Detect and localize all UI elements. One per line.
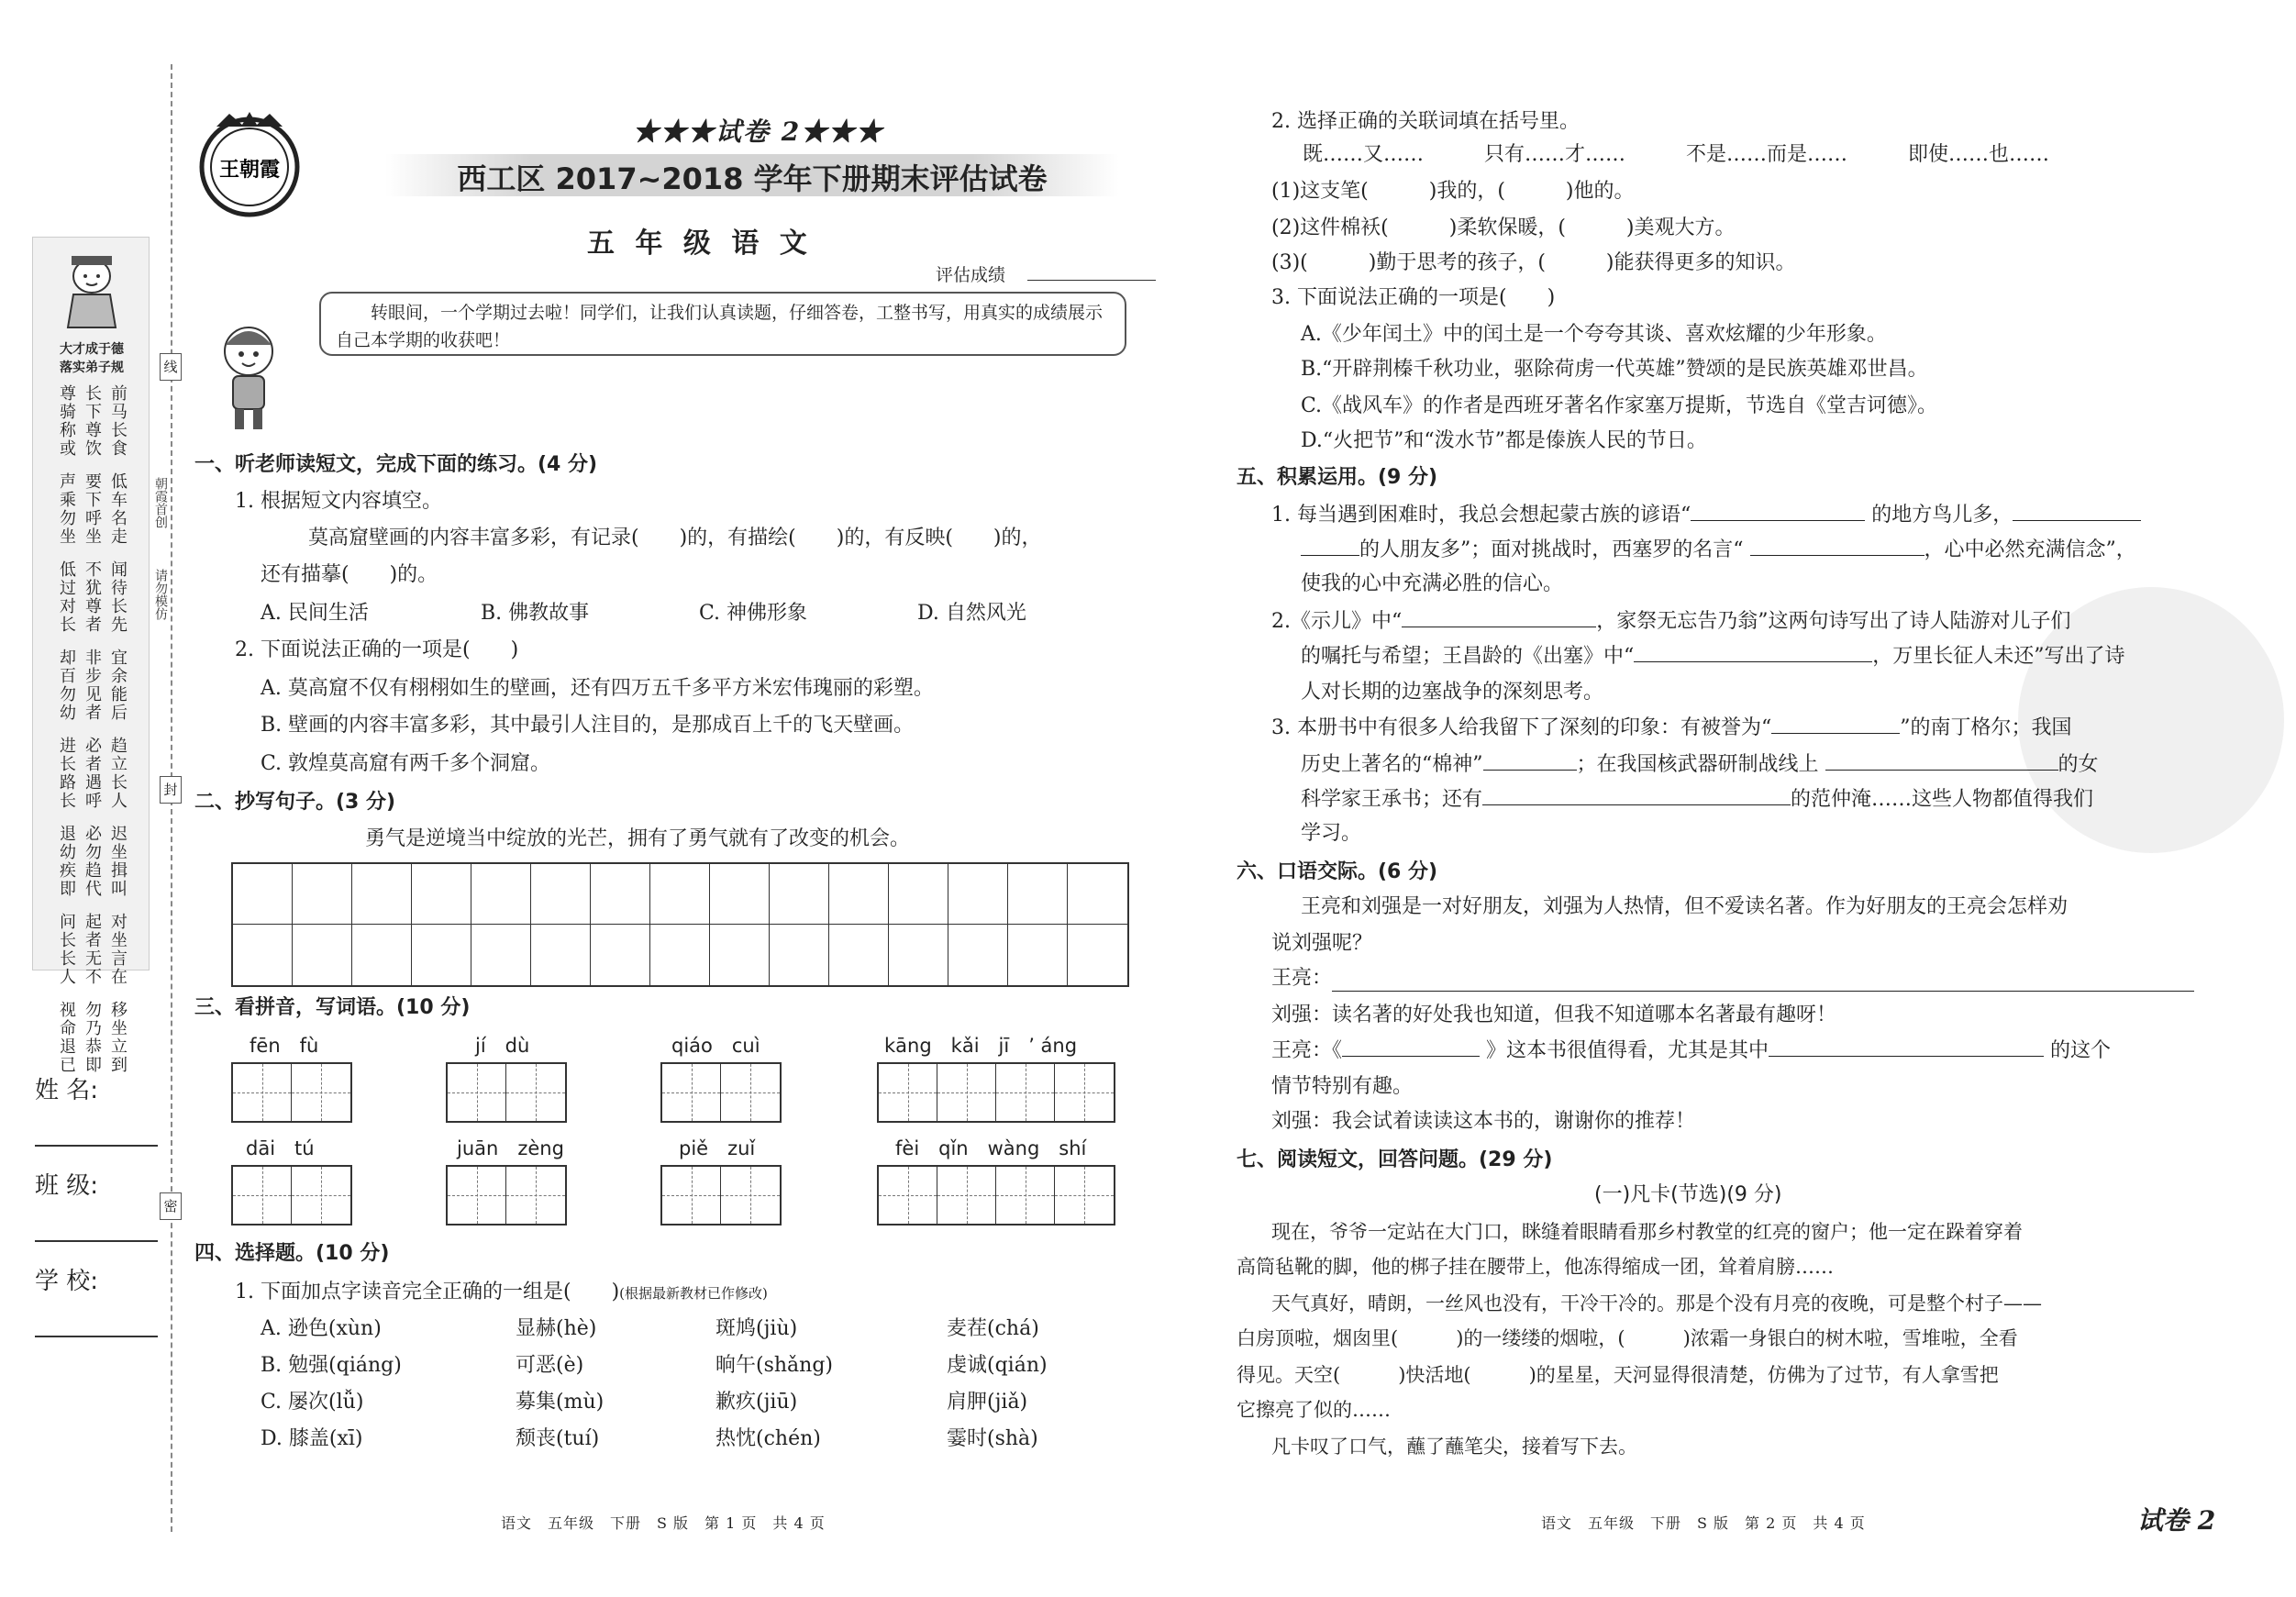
- s6-prompt-2: 说刘强呢？: [1271, 932, 1373, 955]
- s5-q2-d: ，万里长征人未还”写出了诗: [1872, 645, 2125, 668]
- blank[interactable]: [1825, 750, 2058, 771]
- intro-speech-bubble: 转眼间，一个学期过去啦！同学们，让我们认真读题，仔细答卷，工整书写，用真实的成绩展示自己本学期的收获吧！: [319, 292, 1126, 356]
- s5-q3-line-1: [1271, 714, 2071, 742]
- blank[interactable]: [1301, 536, 1359, 556]
- passage-p2-line-3: 得见。天空( )快活地( )的星星，天河显得很清楚，仿佛为了过节，有人拿雪把: [1237, 1364, 1999, 1386]
- section-6-heading: 六、口语交际。(6 分): [1237, 860, 1438, 883]
- s5-q2-line-1: [1271, 607, 2071, 636]
- answer-box-qiaocui[interactable]: [660, 1062, 782, 1123]
- blank[interactable]: [1771, 714, 1900, 734]
- answer-box-fenfu[interactable]: [231, 1062, 352, 1123]
- s1-q1-text: 莫高窟壁画的内容丰富多彩，有记录( )的，有描绘( )的，有反映( )的，: [308, 527, 1042, 549]
- blank[interactable]: [1342, 1037, 1480, 1057]
- answer-box-daitu[interactable]: [231, 1165, 352, 1225]
- section-7-heading: 七、阅读短文，回答问题。(29 分): [1237, 1148, 1553, 1171]
- score-label: 评估成绩: [936, 265, 1006, 285]
- s5-q2-line-2: [1301, 642, 2125, 671]
- wangzhaoxia-logo: [194, 110, 305, 220]
- section-5-heading: 五、积累运用。(9 分): [1237, 466, 1438, 489]
- s1-q2-opt-a: A. 莫高窟不仅有栩栩如生的壁画，还有四万五千多平方米宏伟瑰丽的彩塑。: [261, 677, 934, 700]
- s4-q1: [235, 1279, 768, 1307]
- passage-p2-line-1: 天气真好，晴朗，一丝风也没有，干冷干冷的。那是个没有月亮的夜晚，可是整个村子——: [1271, 1292, 2042, 1314]
- student-cartoon: [216, 319, 281, 434]
- s1-q2-opt-c: C. 敦煌莫高窟有两千多个洞窟。: [261, 752, 551, 775]
- s5-q3-b: ”的南丁格尔；我国: [1900, 716, 2072, 739]
- s4-q1-b-3: 晌午(shǎng): [715, 1354, 833, 1377]
- s4-q1-a-2: 显赫(hè): [516, 1317, 597, 1340]
- s1-q1: 1. 根据短文内容填空。: [235, 490, 442, 513]
- s1-q1-text-2: 还有描摹( )的。: [261, 563, 438, 586]
- s6-wl2-b: 》这本书很值得看，尤其是其中: [1486, 1039, 1769, 1062]
- s5-q1-d: ，心中必然充满信念”，: [1924, 538, 2136, 561]
- s4-q1-c-2: 募集(mù): [516, 1391, 605, 1414]
- score-field[interactable]: [1027, 280, 1156, 281]
- s5-q3-g: 的范仲淹……这些人物都值得我们: [1791, 788, 2094, 811]
- seal-tag: 封: [160, 776, 182, 804]
- section-3-heading: 三、看拼音，写词语。(10 分): [194, 996, 471, 1019]
- s4-q1-c-3: 歉疚(jiū): [715, 1391, 798, 1414]
- s6-wangliang-1: 王亮：: [1271, 967, 1333, 990]
- poem-column: 长下尊饮: [83, 384, 102, 458]
- s5-q2-c: 的嘱托与希望；王昌龄的《出塞》中“: [1301, 645, 1635, 668]
- s4-q3-b: B.“开辟荆榛千秋功业，驱除荷虏一代英雄”赞颂的是民族英雄邓世昌。: [1301, 358, 1928, 381]
- blank[interactable]: [1634, 642, 1872, 662]
- poem-row-4: [42, 649, 141, 722]
- poem-column: 低过对长: [57, 560, 76, 634]
- motto: [39, 340, 145, 377]
- poem-column: 要下呼坐: [83, 472, 102, 546]
- motto-line-1: 大才成于德: [60, 342, 124, 357]
- poem-column: 必勿趋代: [83, 825, 102, 898]
- passage-p1-line-2: 高筒毡靴的脚，他的梆子挂在腰带上，他冻得缩成一团，耸着肩膀……: [1237, 1256, 1834, 1278]
- school-field[interactable]: [35, 1336, 158, 1337]
- s1-q1-opt-a: A. 民间生活: [261, 602, 369, 625]
- s5-q3-f: 科学家王承书；还有: [1301, 788, 1483, 811]
- answer-box-feiqinwangshi[interactable]: [877, 1165, 1115, 1225]
- s4-q1-b-4: 虔诚(qián): [947, 1354, 1048, 1377]
- s6-prompt-1: 王亮和刘强是一对好朋友，刘强为人热情，但不爱读名著。作为好朋友的王亮会怎样劝: [1301, 895, 2069, 918]
- s4-q3-c: C.《战风车》的作者是西班牙著名作家塞万提斯，节选自《堂吉诃德》。: [1301, 394, 1938, 417]
- s5-q3-line-2: [1301, 750, 2099, 779]
- pinyin-feiqinwangshi: fèi qǐn wàng shí: [895, 1137, 1087, 1159]
- s4-q1-a-4: 麦茬(chá): [947, 1317, 1039, 1340]
- pinyin-daitu: dāi tú: [246, 1137, 315, 1159]
- poem-column: 闻待长先: [108, 560, 128, 634]
- s5-q3-c: 历史上著名的“棉神”: [1301, 753, 1483, 776]
- name-label: 姓 名:: [35, 1077, 99, 1104]
- s6-wl2-c: 的这个: [2050, 1039, 2112, 1062]
- pinyin-fenfu: fēn fù: [250, 1035, 319, 1057]
- s4-q2-1: (1)这支笔( )我的，( )他的。: [1271, 180, 1635, 203]
- answer-box-juanzeng[interactable]: [446, 1165, 567, 1225]
- s6-wl2-a: 王亮：《: [1271, 1039, 1343, 1062]
- poem-row-8: [42, 1001, 141, 1074]
- section-2-heading: 二、抄写句子。(3 分): [194, 791, 396, 814]
- s1-q2: 2. 下面说法正确的一项是( ): [235, 638, 519, 661]
- poem-column: 起者无不: [83, 913, 102, 986]
- school-label: 学 校:: [35, 1268, 99, 1295]
- s4-q1-b-2: 可恶(è): [516, 1354, 584, 1377]
- s4-q1-c-4: 肩胛(jiǎ): [947, 1391, 1028, 1414]
- page-tag: 试卷 2: [2137, 1505, 2216, 1536]
- exam-number-tag: ★★★试卷 2★★★: [633, 116, 884, 147]
- poem-column: 宜余能后: [108, 649, 128, 722]
- blank[interactable]: [2013, 501, 2141, 521]
- passage-p1-line-1: 现在，爷爷一定站在大门口，眯缝着眼睛看那乡村教堂的红亮的窗户；他一定在跺着穿着: [1271, 1221, 2023, 1243]
- answer-box-jidu[interactable]: [446, 1062, 567, 1123]
- s5-q3-e: 的女: [2058, 753, 2099, 776]
- s5-q3-line-3: [1301, 785, 2093, 814]
- s4-q1-d-4: 霎时(shà): [947, 1427, 1038, 1450]
- blank[interactable]: [1691, 501, 1865, 521]
- blank[interactable]: [1750, 536, 1924, 556]
- poem-row-3: [42, 560, 141, 634]
- blank[interactable]: [1402, 607, 1596, 627]
- passage-p2-line-2: 白房顶啦，烟囱里( )的一缕缕的烟啦，( )浓霜一身银白的树木啦，雪堆啦，全看: [1237, 1327, 2018, 1349]
- poem-column: 低车名走: [108, 472, 128, 546]
- s1-q1-opt-d: D. 自然风光: [917, 602, 1026, 625]
- s4-q1-c-1: C. 屡次(lǚ): [261, 1391, 364, 1414]
- scholar-boy-illustration: [59, 249, 125, 331]
- poem-column: 前马长食: [108, 384, 128, 458]
- poem-column: 必者遇呼: [83, 737, 102, 810]
- s4-q2-2: (2)这件棉袄( )柔软保暖，( )美观大方。: [1271, 216, 1736, 239]
- passage-title: (一)凡卡(节选)(9 分): [1594, 1183, 1782, 1206]
- s5-q1-a: 1. 每当遇到困难时，我总会想起蒙古族的谚语“: [1271, 504, 1691, 527]
- s5-q3-h: 学习。: [1301, 822, 1362, 845]
- name-field[interactable]: [35, 1145, 158, 1147]
- s1-q1-opt-b: B. 佛教故事: [481, 602, 590, 625]
- poem-column: 对坐言在: [108, 913, 128, 986]
- s4-q3-a: A.《少年闰土》中的闰土是一个夸夸其谈、喜欢炫耀的少年形象。: [1301, 323, 1887, 346]
- secret-tag: 密: [160, 1192, 182, 1220]
- poem-column: 却百勿幼: [57, 649, 76, 722]
- s6-wl2-d: 情节特别有趣。: [1271, 1075, 1414, 1098]
- exam-title: 西工区 2017~2018 学年下册期末评估试卷: [457, 161, 1048, 196]
- answer-box-piezui[interactable]: [660, 1165, 782, 1225]
- poem-column: 非步见者: [83, 649, 102, 722]
- page-1-footer: 语文 五年级 下册 S 版 第 1 页 共 4 页: [501, 1514, 826, 1532]
- poem-column: 迟坐揖叫: [108, 825, 128, 898]
- s5-q2-e: 人对长期的边塞战争的深刻思考。: [1301, 681, 1604, 704]
- s4-q2: 2. 选择正确的关联词填在括号里。: [1271, 110, 1580, 133]
- s6-answer-line[interactable]: [1332, 991, 2194, 992]
- note-no-copy: 请勿模仿: [153, 569, 168, 620]
- binding-strip: [0, 0, 183, 1597]
- note-first: 朝霞首创: [153, 477, 168, 528]
- s4-q2-3: (3)( )勤于思考的孩子，( )能获得更多的知识。: [1271, 251, 1796, 274]
- poem-row-6: [42, 825, 141, 898]
- s4-q1-note: (根据最新教材已作修改): [619, 1285, 768, 1302]
- s5-q2-b: ，家祭无忘告乃翁”这两句诗写出了诗人陆游对儿子们: [1596, 610, 2071, 633]
- blank[interactable]: [1482, 785, 1791, 805]
- s4-q1-d-3: 热忱(chén): [715, 1427, 821, 1450]
- s5-q3-a: 3. 本册书中有很多人给我留下了深刻的印象：有被誉为“: [1271, 716, 1772, 739]
- dizigui-box: [32, 237, 150, 1074]
- s4-q1-d-2: 颓丧(tuí): [516, 1427, 600, 1450]
- poem-row-1: [42, 384, 141, 458]
- logo-text: 王朝霞: [218, 158, 281, 182]
- s5-q1-c: 的人朋友多”；面对挑战时，西塞罗的名言“: [1359, 538, 1744, 561]
- section-4-heading: 四、选择题。(10 分): [194, 1242, 390, 1265]
- pinyin-piezui: piě zuǐ: [679, 1137, 756, 1159]
- class-field[interactable]: [35, 1240, 158, 1242]
- s6-liuqiang-2: 刘强：我会试着读读这本书的，谢谢你的推荐！: [1271, 1110, 1696, 1133]
- pinyin-juanzeng: juān zèng: [457, 1137, 564, 1159]
- pinyin-kangkaijiang: kāng kǎi jī ’ áng: [884, 1035, 1078, 1057]
- poem-column: 退幼疾即: [57, 825, 76, 898]
- s4-q1-a-3: 斑鸠(jiù): [715, 1317, 798, 1340]
- copy-sentence: 勇气是逆境当中绽放的光芒，拥有了勇气就有了改变的机会。: [365, 827, 911, 850]
- s1-q2-opt-b: B. 壁画的内容丰富多彩，其中最引人注目的，是那成百上千的飞天壁画。: [261, 714, 915, 737]
- s5-q2-a: 2.《示儿》中“: [1271, 610, 1403, 633]
- passage-p3: 凡卡叹了口气，蘸了蘸笔尖，接着写下去。: [1271, 1436, 1637, 1458]
- blank[interactable]: [1483, 750, 1577, 771]
- s4-q3-d: D.“火把节”和“泼水节”都是傣族人民的节日。: [1301, 429, 1707, 452]
- poem-column: 不犹尊者: [83, 560, 102, 634]
- poem-column: 移坐立到: [108, 1001, 128, 1074]
- poem-column: 进长路长: [57, 737, 76, 810]
- s5-q3-d: ；在我国核武器研制战线上: [1576, 753, 1819, 776]
- page-2-footer: 语文 五年级 下册 S 版 第 2 页 共 4 页: [1541, 1514, 1866, 1532]
- poem-row-5: [42, 737, 141, 810]
- poem-row-2: [42, 472, 141, 546]
- s5-q1-line-2: [1301, 536, 2136, 564]
- s4-q2-word-bank: 既……又…… 只有……才…… 不是……而是…… 即使……也……: [1303, 143, 2050, 166]
- poem-column: 尊骑称或: [57, 384, 76, 458]
- poem-column: 视命退已: [57, 1001, 76, 1074]
- answer-box-kangkaijiang[interactable]: [877, 1062, 1115, 1123]
- motto-line-2: 落实弟子规: [60, 360, 124, 375]
- poem-column: 趋立长人: [108, 737, 128, 810]
- s5-q1-line-1: [1271, 501, 2141, 529]
- section-1-heading: 一、听老师读短文，完成下面的练习。(4 分): [194, 453, 598, 476]
- s4-q1-a-1: A. 逊色(xùn): [261, 1317, 382, 1340]
- s6-liuqiang-1: 刘强：读名著的好处我也知道，但我不知道哪本名著最有趣呀！: [1271, 1004, 1837, 1026]
- s4-q1-d-1: D. 膝盖(xī): [261, 1427, 363, 1450]
- pinyin-jidu: jí dù: [475, 1035, 530, 1057]
- passage-p2-line-4: 它擦亮了似的……: [1237, 1399, 1391, 1421]
- s4-q1-text: 1. 下面加点字读音完全正确的一组是( ): [235, 1281, 620, 1303]
- s6-wangliang-2: [1271, 1037, 2111, 1065]
- s5-q1-e: 使我的心中充满必胜的信心。: [1301, 572, 1564, 595]
- class-label: 班 级:: [35, 1172, 99, 1200]
- s4-q3: 3. 下面说法正确的一项是( ): [1271, 286, 1556, 309]
- s4-q1-b-1: B. 勉强(qiáng): [261, 1354, 402, 1377]
- subject-title: 五 年 级 语 文: [587, 227, 813, 260]
- s1-q1-opt-c: C. 神佛形象: [699, 602, 808, 625]
- pinyin-qiaocui: qiáo cuì: [671, 1035, 760, 1057]
- s5-q1-b: 的地方鸟儿多，: [1871, 504, 2013, 527]
- seal-line-tag: 线: [160, 353, 182, 381]
- poem-column: 勿乃恭即: [83, 1001, 102, 1074]
- poem-column: 声乘勿坐: [57, 472, 76, 546]
- poem-row-7: [42, 913, 141, 986]
- blank[interactable]: [1769, 1037, 2044, 1057]
- writing-grid[interactable]: [231, 862, 1129, 987]
- poem-column: 问长长人: [57, 913, 76, 986]
- dizigui-poem: [42, 384, 141, 1089]
